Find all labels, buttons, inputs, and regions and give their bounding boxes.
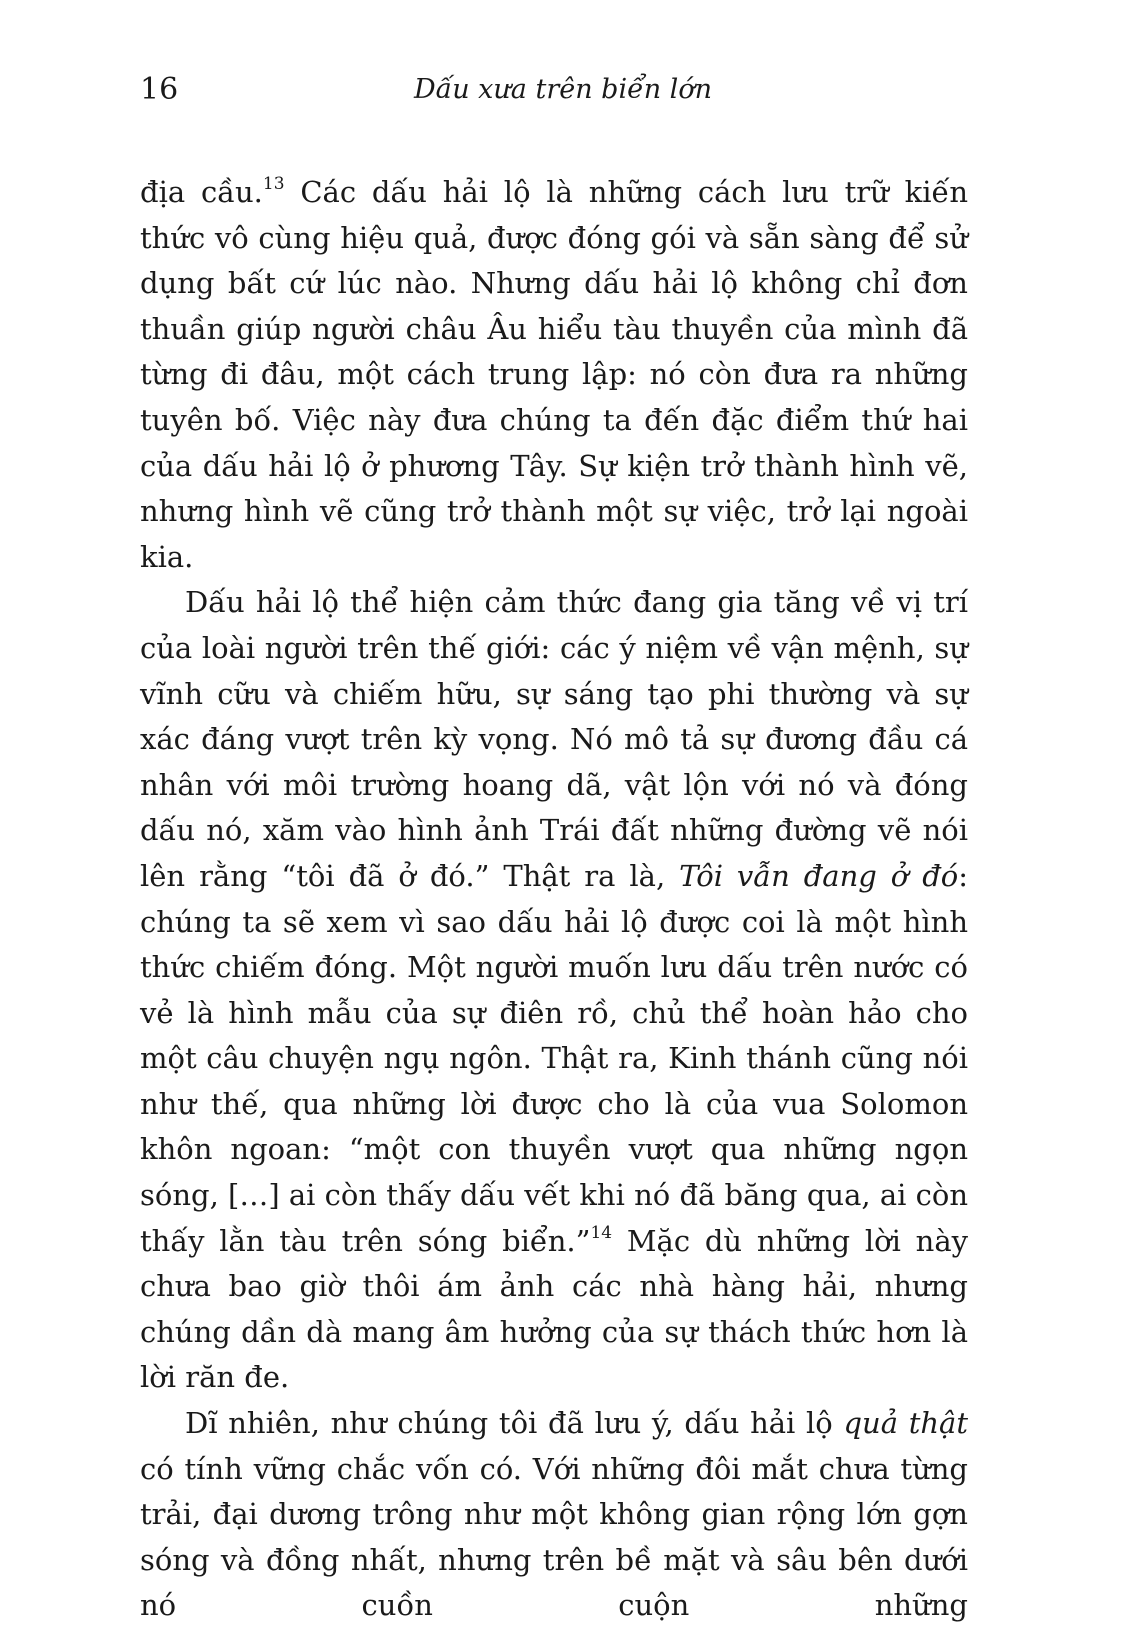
paragraph-2-text-b: : chúng ta sẽ xem vì sao dấu hải lộ được coi là một hình thức chiếm đóng. Một người muốn lưu dấu trên nước có vẻ là hình mẫu của sự điên rồ, chủ thể hoàn hảo cho một câu chuyện ngụ ngôn. Thật ra, Kinh thánh cũng nói như thế, qua những lời được cho là của vua Solomon khôn ngoan: “một con thuyền vượt qua những ngọn sóng, […] ai còn thấy dấu vết khi nó đã băng qua, ai còn thấy lằn tàu trên sóng biển.” (140, 858, 968, 1258)
paragraph-1 (140, 170, 968, 580)
paragraph-2-text-c: Mặc dù những lời này chưa bao giờ thôi ám ảnh các nhà hàng hải, nhưng chúng dần dà mang âm hưởng của sự thách thức hơn là lời răn đe. (140, 1223, 968, 1395)
paragraph-2-italic: Tôi vẫn đang ở đó (679, 858, 959, 893)
running-head (0, 70, 1126, 110)
page-number: 16 (140, 72, 179, 107)
paragraph-2 (140, 580, 968, 1401)
paragraph-3-text-a: Dĩ nhiên, như chúng tôi đã lưu ý, dấu hải lộ (185, 1406, 844, 1441)
paragraph-3 (140, 1401, 968, 1629)
paragraph-2-text-a: Dấu hải lộ thể hiện cảm thức đang gia tăng về vị trí của loài người trên thế giới: các ý niệm về vận mệnh, sự vĩnh cữu và chiếm hữu, sự sáng tạo phi thường và sự xác đáng vượt trên kỳ vọng. Nó mô tả sự đương đầu cá nhân với môi trường hoang dã, vật lộn với nó và đóng dấu nó, xăm vào hình ảnh Trái đất những đường vẽ nói lên rằng “tôi đã ở đó.” Thật ra là, (140, 585, 968, 893)
footnote-ref-13: 13 (262, 174, 285, 194)
running-title: Dấu xưa trên biển lớn (414, 74, 712, 105)
paragraph-1-text-a: địa cầu. (140, 175, 263, 209)
footnote-ref-14: 14 (590, 1222, 613, 1243)
body-text (140, 170, 968, 1629)
paragraph-3-text-b: có tính vững chắc vốn có. Với những đôi mắt chưa từng trải, đại dương trông như một không gian rộng lớn gợn sóng và đồng nhất, nhưng trên bề mặt và sâu bên dưới nó cuồn cuộn những (140, 1451, 968, 1623)
paragraph-1-text-b: Các dấu hải lộ là những cách lưu trữ kiến thức vô cùng hiệu quả, được đóng gói và sẵn sàng để sử dụng bất cứ lúc nào. Nhưng dấu hải lộ không chỉ đơn thuần giúp người châu Âu hiểu tàu thuyền của mình đã từng đi đâu, một cách trung lập: nó còn đưa ra những tuyên bố. Việc này đưa chúng ta đến đặc điểm thứ hai của dấu hải lộ ở phương Tây. Sự kiện trở thành hình vẽ, nhưng hình vẽ cũng trở thành một sự việc, trở lại ngoài kia. (140, 175, 968, 574)
paragraph-3-italic: quả thật (843, 1406, 968, 1441)
